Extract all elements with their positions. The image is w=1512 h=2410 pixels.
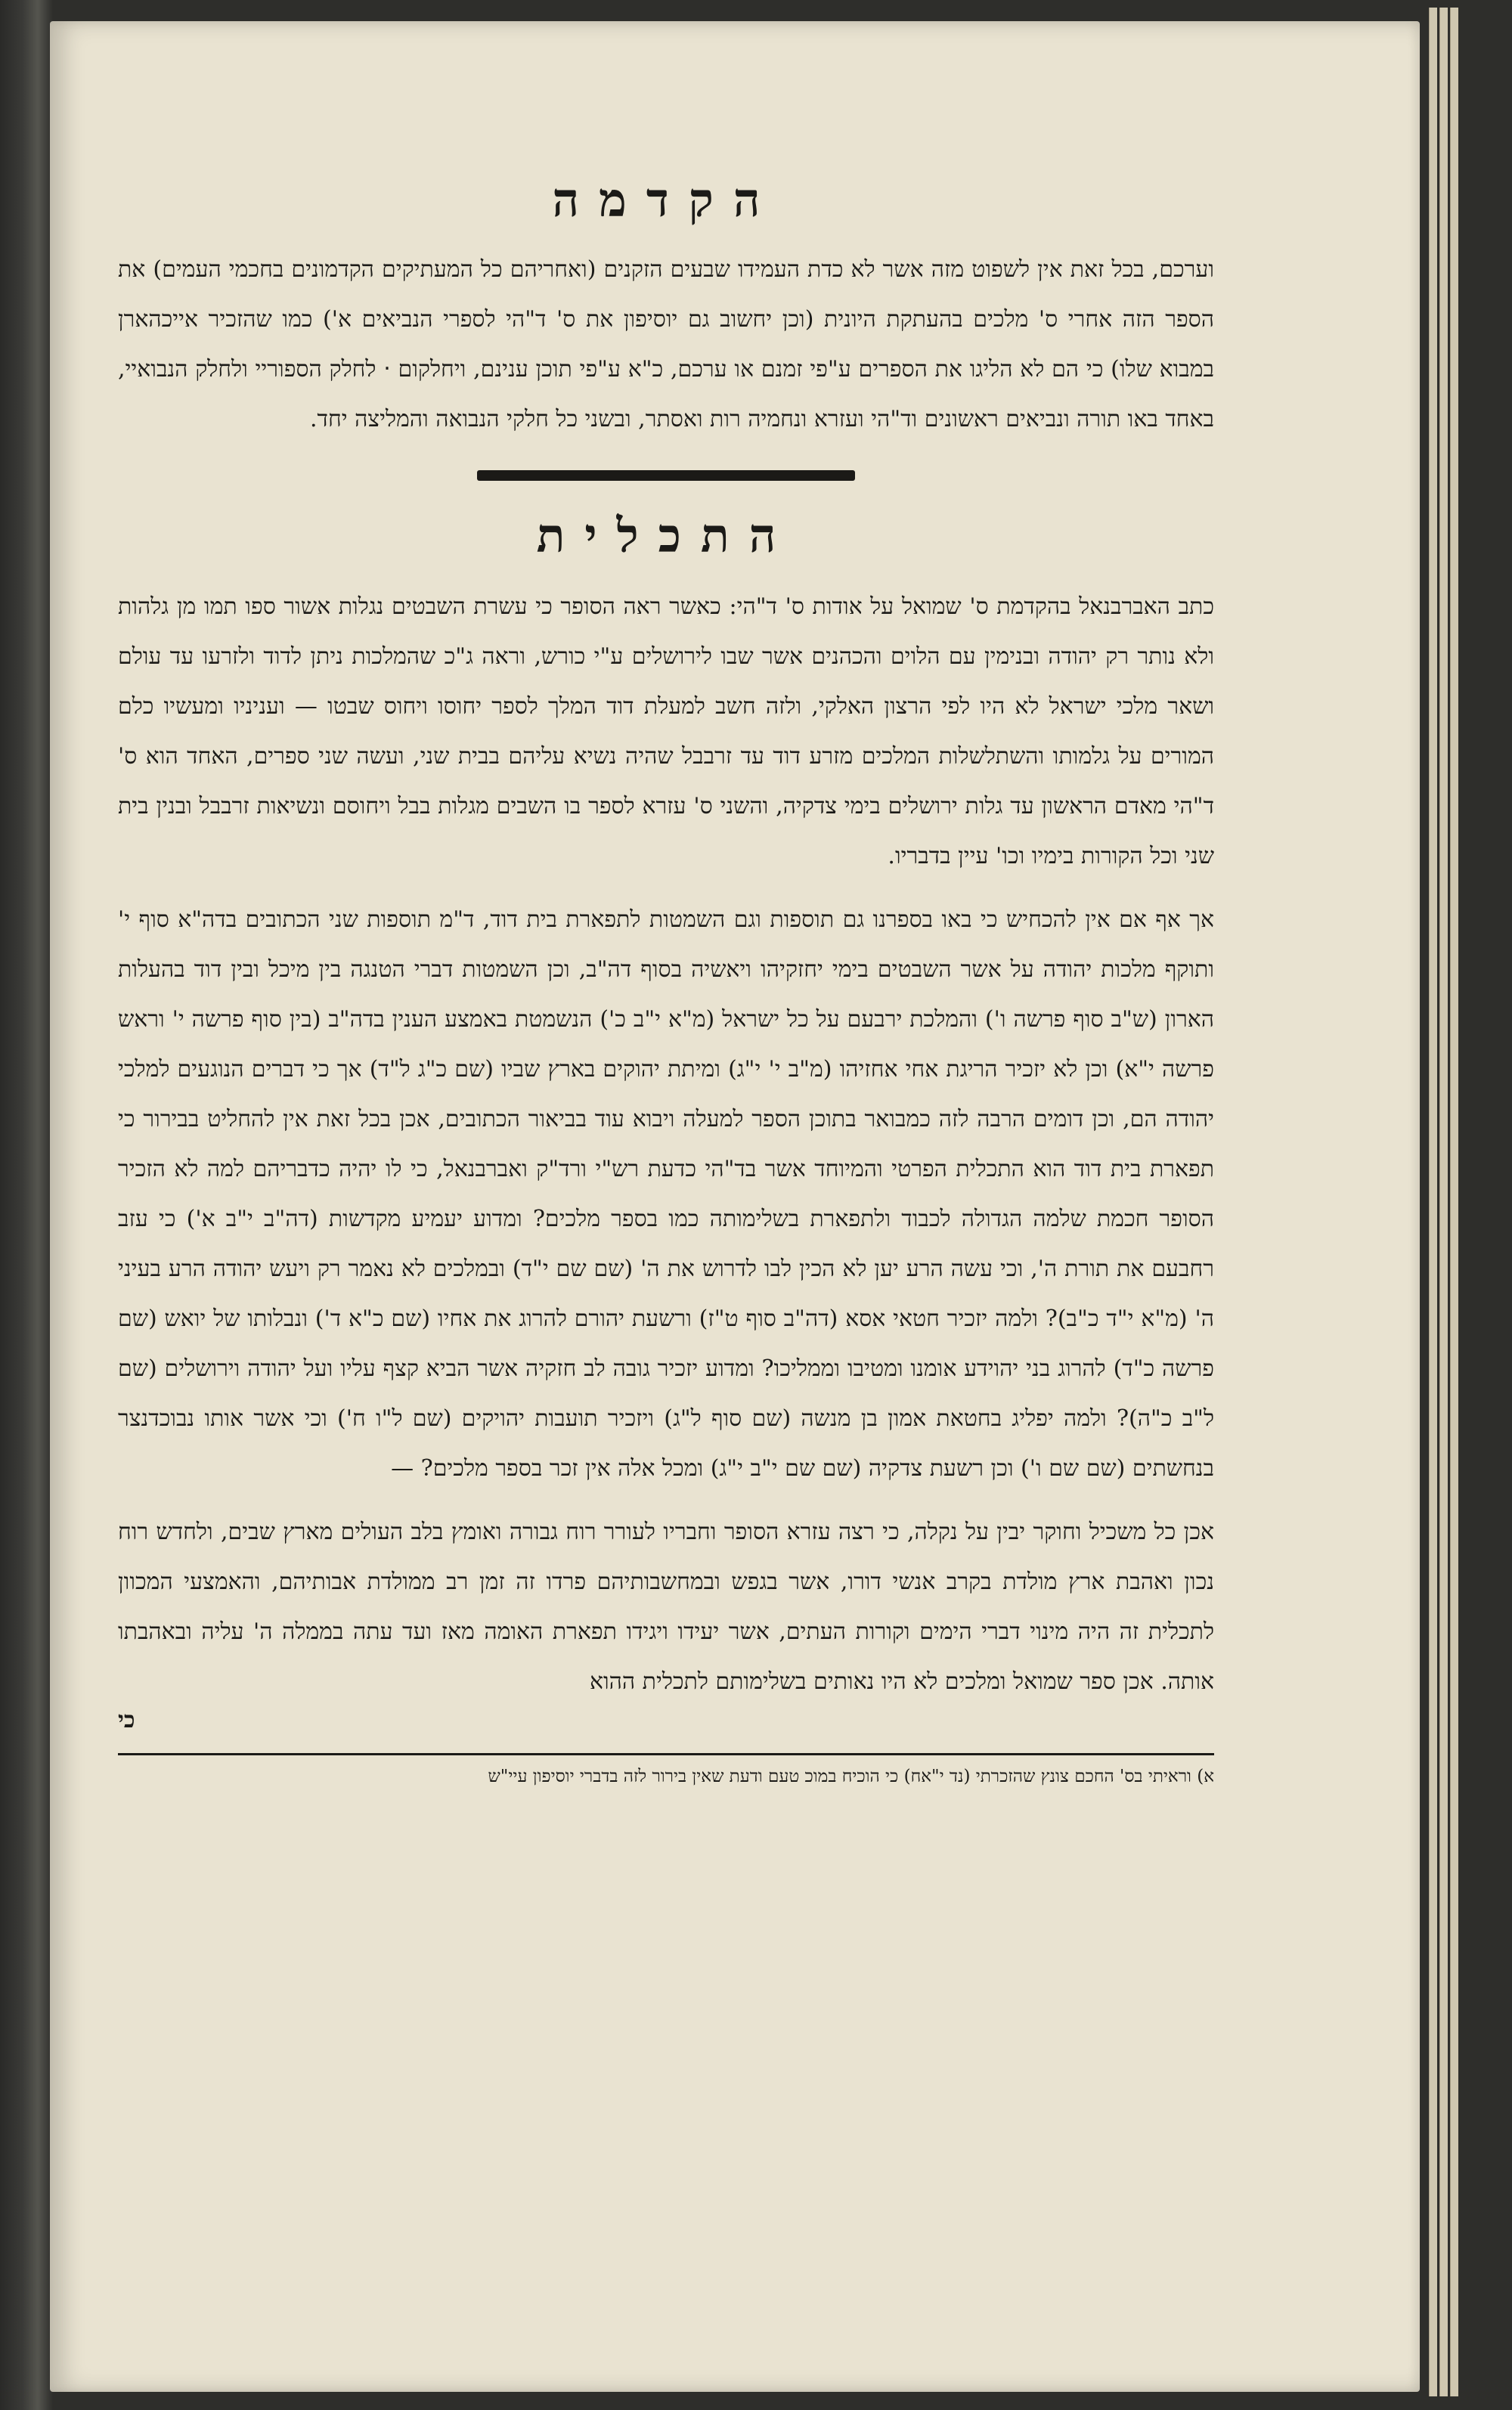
section-divider <box>477 470 855 481</box>
book-page <box>50 21 1420 2392</box>
purpose-paragraph-3: אכן כל משכיל וחוקר יבין על נקלה, כי רצה עזרא הסופר וחבריו לעורר רוח גבורה ואומץ בלב העולים מארץ שבים, ולחדש רוח נכון ואהבת ארץ מולדת בקרב אנשי דורו, אשר בגפש ובמחשבותיהם פרדו זה זמן רב ממולדת אבותיהם, והאמצעי המכוון לתכלית זה היה מינוי דברי הימים וקורות העתים, אשר יעידו ויגידו תפארת האומה מאז ועד עתה בממלה ה' עליה ובאהבתו אותה. אכן ספר שמואל ומלכים לא היו נאותים בשלימותם לתכלית ההוא <box>118 1519 1214 1695</box>
footnote: א) וראיתי בס' החכם צונץ שהזכרתי (נד י"אח) כי הוכיח במוכ טעם ודעת שאין בירור לזה בדברי יוסיפון עיי"ש <box>488 1767 1214 1786</box>
page-edge <box>1450 8 1458 2396</box>
page-content <box>118 172 1214 1790</box>
purpose-heading: התכלית <box>536 508 796 563</box>
footnote-rule <box>118 1753 1214 1755</box>
intro-heading: הקדמה <box>552 172 780 228</box>
purpose-paragraph-2: אך אף אם אין להכחיש כי באו בספרנו גם תוספות וגם השמטות לתפארת בית דוד, ד"מ תוספות שני הכתובים בדה"א סוף י' ותוקף מלכות יהודה על אשר השבטים בימי יחזקיהו ויאשיה בסוף דה"ב, וכן השמטות דברי הטנגה בין מיכל ובין דוד בהעלות הארון (ש"ב סוף פרשה ו') והמלכת ירבעם על כל ישראל (מ"א י"ב כ') הנשמטת באמצע הענין בדה"ב (בין סוף פרשה י' וראש פרשה י"א) וכן לא יזכיר הריגת אחי אחזיהו (מ"ב י' י"ג) ומיתת יהוקים בארץ שביו (שם כ"ג ל"ד) אך כי דברים הנוגעים למלכי יהודה הם, וכן דומים הרבה לזה כמבואר בתוכן הספר למעלה ויבוא עוד בביאור הכתובים, אכן בכל זאת אין להחליט בבירור כי תפארת בית דוד הוא התכלית הפרטי והמיוחד אשר בד"הי כדעת רש"י ורד"ק ואברבנאל, כי לו יהיה כדבריהם למה לא הזכיר הסופר חכמת שלמה הגדולה לכבוד ולתפארת בשלימותה כמו בספר מלכים? ומדוע יעמיע מקדשות (דה"ב י"ב א') כי עזב רחבעם את תורת ה', וכי עשה הרע יען לא הכין לבו לדרוש את ה' (שם שם י"ד) ובמלכים לא נאמר רק ויעש יהודה הרע בעיני ה' (מ"א י"ד כ"ב)? ולמה יזכיר חטאי אסא (דה"ב סוף ט"ז) ורשעת יהורם להרוג את אחיו (שם כ"א ד') ונבלותו של יואש (שם פרשה כ"ד) להרוג בני יהוידע אומנו ומטיבו וממליכו? ומדוע יזכיר גובה לב חזקיה אשר הביא קצף עליו ועל יהודה וירושלים (שם ל"ב כ"ה)? ולמה יפליג בחטאת אמון בן מנשה (שם סוף ל"ג) ויזכיר תועבות יהויקים (שם ל"ו ח') וכי אשר אותו נבוכדנצר בנחשתים (שם שם ו') וכן רשעת צדקיה (שם שם י"ב י"ג) ומכל אלה אין זכר בספר מלכים? — <box>118 906 1214 1482</box>
purpose-paragraph-1: כתב האברבנאל בהקדמת ס' שמואל על אודות ס' ד"הי: כאשר ראה הסופר כי עשרת השבטים נגלות אשור ספו תמו מן גלהות ולא נותר רק יהודה ובנימין עם הלוים והכהנים אשר שבו לירושלים ע"י כורש, וראה ג"כ שהמלכות ניתן לדוד ולזרעו עד עולם ושאר מלכי ישראל לא היו לפי הרצון האלקי, ולזה חשב למעלת דוד המלך לספר יחוסו ויחוס שבטו — ועניניו ומעשיו כלם המורים על גלמותו והשתלשלות המלכים מזרע דוד עד זרבבל שהיה נשיא עליהם בבית שני, ועשה שני ספרים, האחד הוא ס' ד"הי מאדם הראשון עד גלות ירושלים בימי צדקיה, והשני ס' עזרא לספר בו השבים מגלות בבל ויחוסם ונשיאות זרבבל ובנין בית שני וכל הקורות בימיו וכו' עיין בדבריו. <box>118 593 1214 869</box>
page-edge <box>1429 8 1437 2396</box>
catchword: כי <box>118 1707 135 1733</box>
page-edge <box>1439 8 1448 2396</box>
intro-paragraph: וערכם, בכל זאת אין לשפוט מזה אשר לא כדת העמידו שבעים הזקנים (ואחריהם כל המעתיקים הקדמונים בחכמי העמים) את הספר הזה אחרי ס' מלכים בהעתקת היונית (וכן יחשוב גם יוסיפון את ס' ד"הי לספרי הנביאים א') כמו שהזכיר אייכהארן במבוא שלו) כי הם לא הליגו את הספרים ע"פי זמנם או ערכם, כ"א ע"פי תוכן ענינם, ויחלקום ‧ לחלק הספוריי ולחלק הנבואיי, באחד באו תורה ונביאים ראשונים וד"הי ועזרא ונחמיה רות ואסתר, ובשני כל חלקי הנבואה והמליצה יחד. <box>118 256 1214 432</box>
